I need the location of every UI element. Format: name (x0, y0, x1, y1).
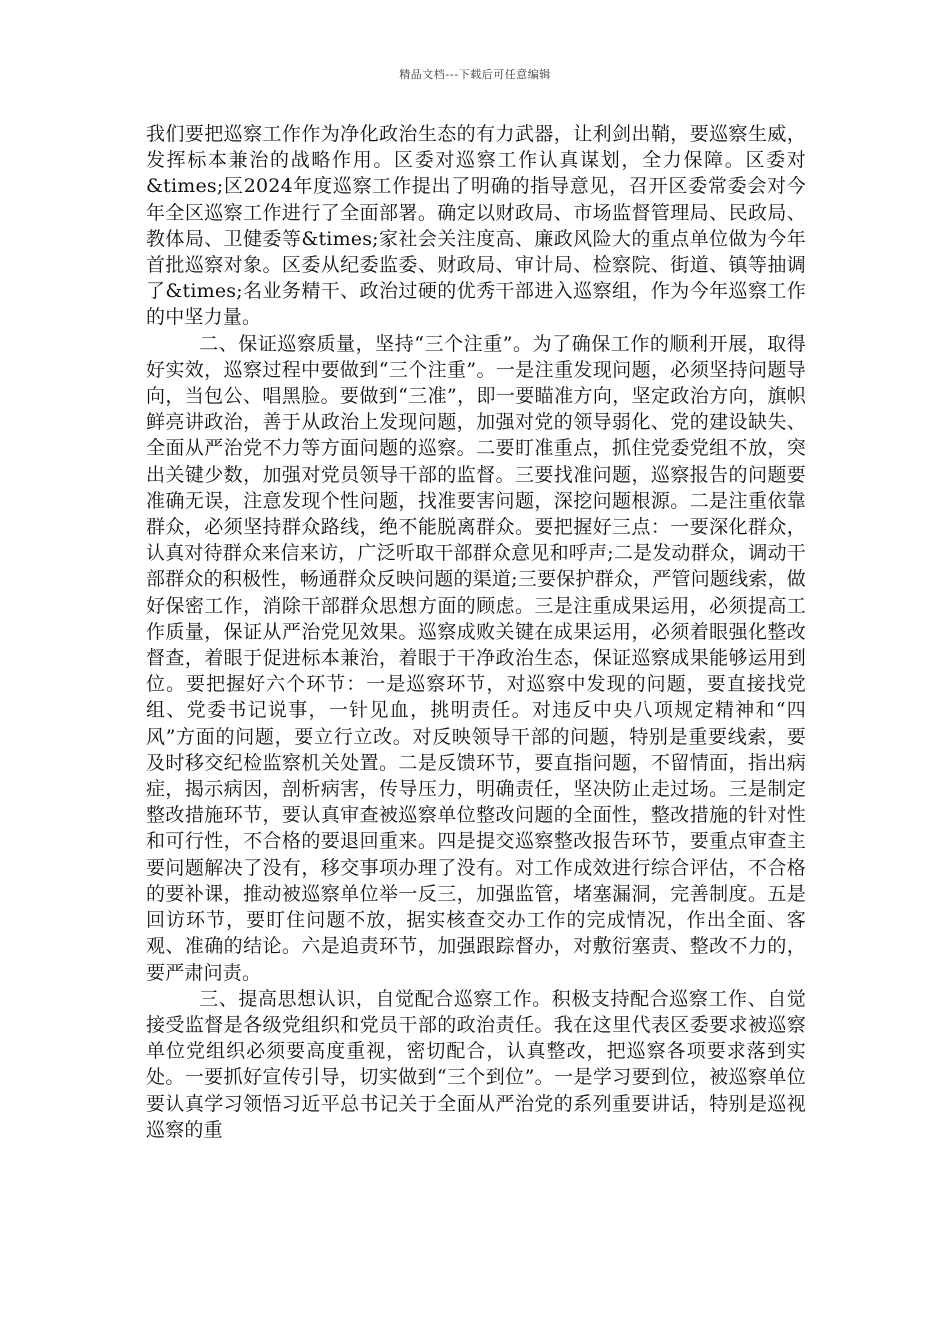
paragraph-3: 三、提高思想认识，自觉配合巡察工作。积极支持配合巡察工作、自觉接受监督是各级党组织和党员干部的政治责任。我在这里代表区委要求被巡察单位党组织必须要高度重视，密切配合，认真整改，把巡察各项要求落到实处。一要抓好宣传引导，切实做到“三个到位”。一是学习要到位，被巡察单位要认真学习领悟习近平总书记关于全面从严治党的系列重要讲话，特别是巡视巡察的重 (146, 987, 806, 1141)
page-header: 精品文档---下载后可任意编辑 (399, 68, 551, 81)
paragraph-1: 我们要把巡察工作作为净化政治生态的有力武器，让利剑出鞘，要巡察生威，发挥标本兼治的战略作用。区委对巡察工作认真谋划，全力保障。区委对&times;区2024年度巡察工作提出了明确的指导意见，召开区委常委会对今年全区巡察工作进行了全面部署。确定以财政局、市场监督管理局、民政局、教体局、卫健委等&times;家社会关注度高、廉政风险大的重点单位做为今年首批巡察对象。区委从纪委监委、财政局、审计局、检察院、街道、镇等抽调了&times;名业务精干、政治过硬的优秀干部进入巡察组，作为今年巡察工作的中坚力量。 (146, 123, 806, 329)
document-body (146, 121, 806, 1143)
paragraph-2: 二、保证巡察质量，坚持“三个注重”。为了确保工作的顺利开展，取得好实效，巡察过程中要做到“三个注重”。一是注重发现问题，必须坚持问题导向，当包公、唱黑脸。要做到“三准”，即一要瞄准方向，坚定政治方向，旗帜鲜亮讲政治，善于从政治上发现问题，加强对党的领导弱化、党的建设缺失、全面从严治党不力等方面问题的巡察。二要盯准重点，抓住党委党组不放，突出关键少数，加强对党员领导干部的监督。三要找准问题，巡察报告的问题要准确无误，注意发现个性问题，找准要害问题，深挖问题根源。二是注重依靠群众，必须坚持群众路线，绝不能脱离群众。要把握好三点：一要深化群众，认真对待群众来信来访，广泛听取干部群众意见和呼声;二是发动群众，调动干部群众的积极性，畅通群众反映问题的渠道;三要保护群众，严管问题线索，做好保密工作，消除干部群众思想方面的顾虑。三是注重成果运用，必须提高工作质量，保证从严治党见效果。巡察成败关键在成果运用，必须着眼强化整改督查，着眼于促进标本兼治，着眼于干净政治生态，保证巡察成果能够运用到位。要把握好六个环节：一是巡察环节，对巡察中发现的问题，要直接找党组、党委书记说事，一针见血，挑明责任。对违反中央八项规定精神和“四风”方面的问题，要立行立改。对反映领导干部的问题，特别是重要线索，要及时移交纪检监察机关处置。二是反馈环节，要直指问题，不留情面，指出病症，揭示病因，剖析病害，传导压力，明确责任，坚决防止走过场。三是制定整改措施环节，要认真审查被巡察单位整改问题的全面性，整改措施的针对性和可行性，不合格的要退回重来。四是提交巡察整改报告环节，要重点审查主要问题解决了没有，移交事项办理了没有。对工作成效进行综合评估，不合格的要补课，推动被巡察单位举一反三，加强监管，堵塞漏洞，完善制度。五是回访环节，要盯住问题不放，据实核查交办工作的完成情况，作出全面、客观、准确的结论。六是追责环节，加强跟踪督办，对敷衍塞责、整改不力的，要严肃问责。 (146, 332, 806, 984)
